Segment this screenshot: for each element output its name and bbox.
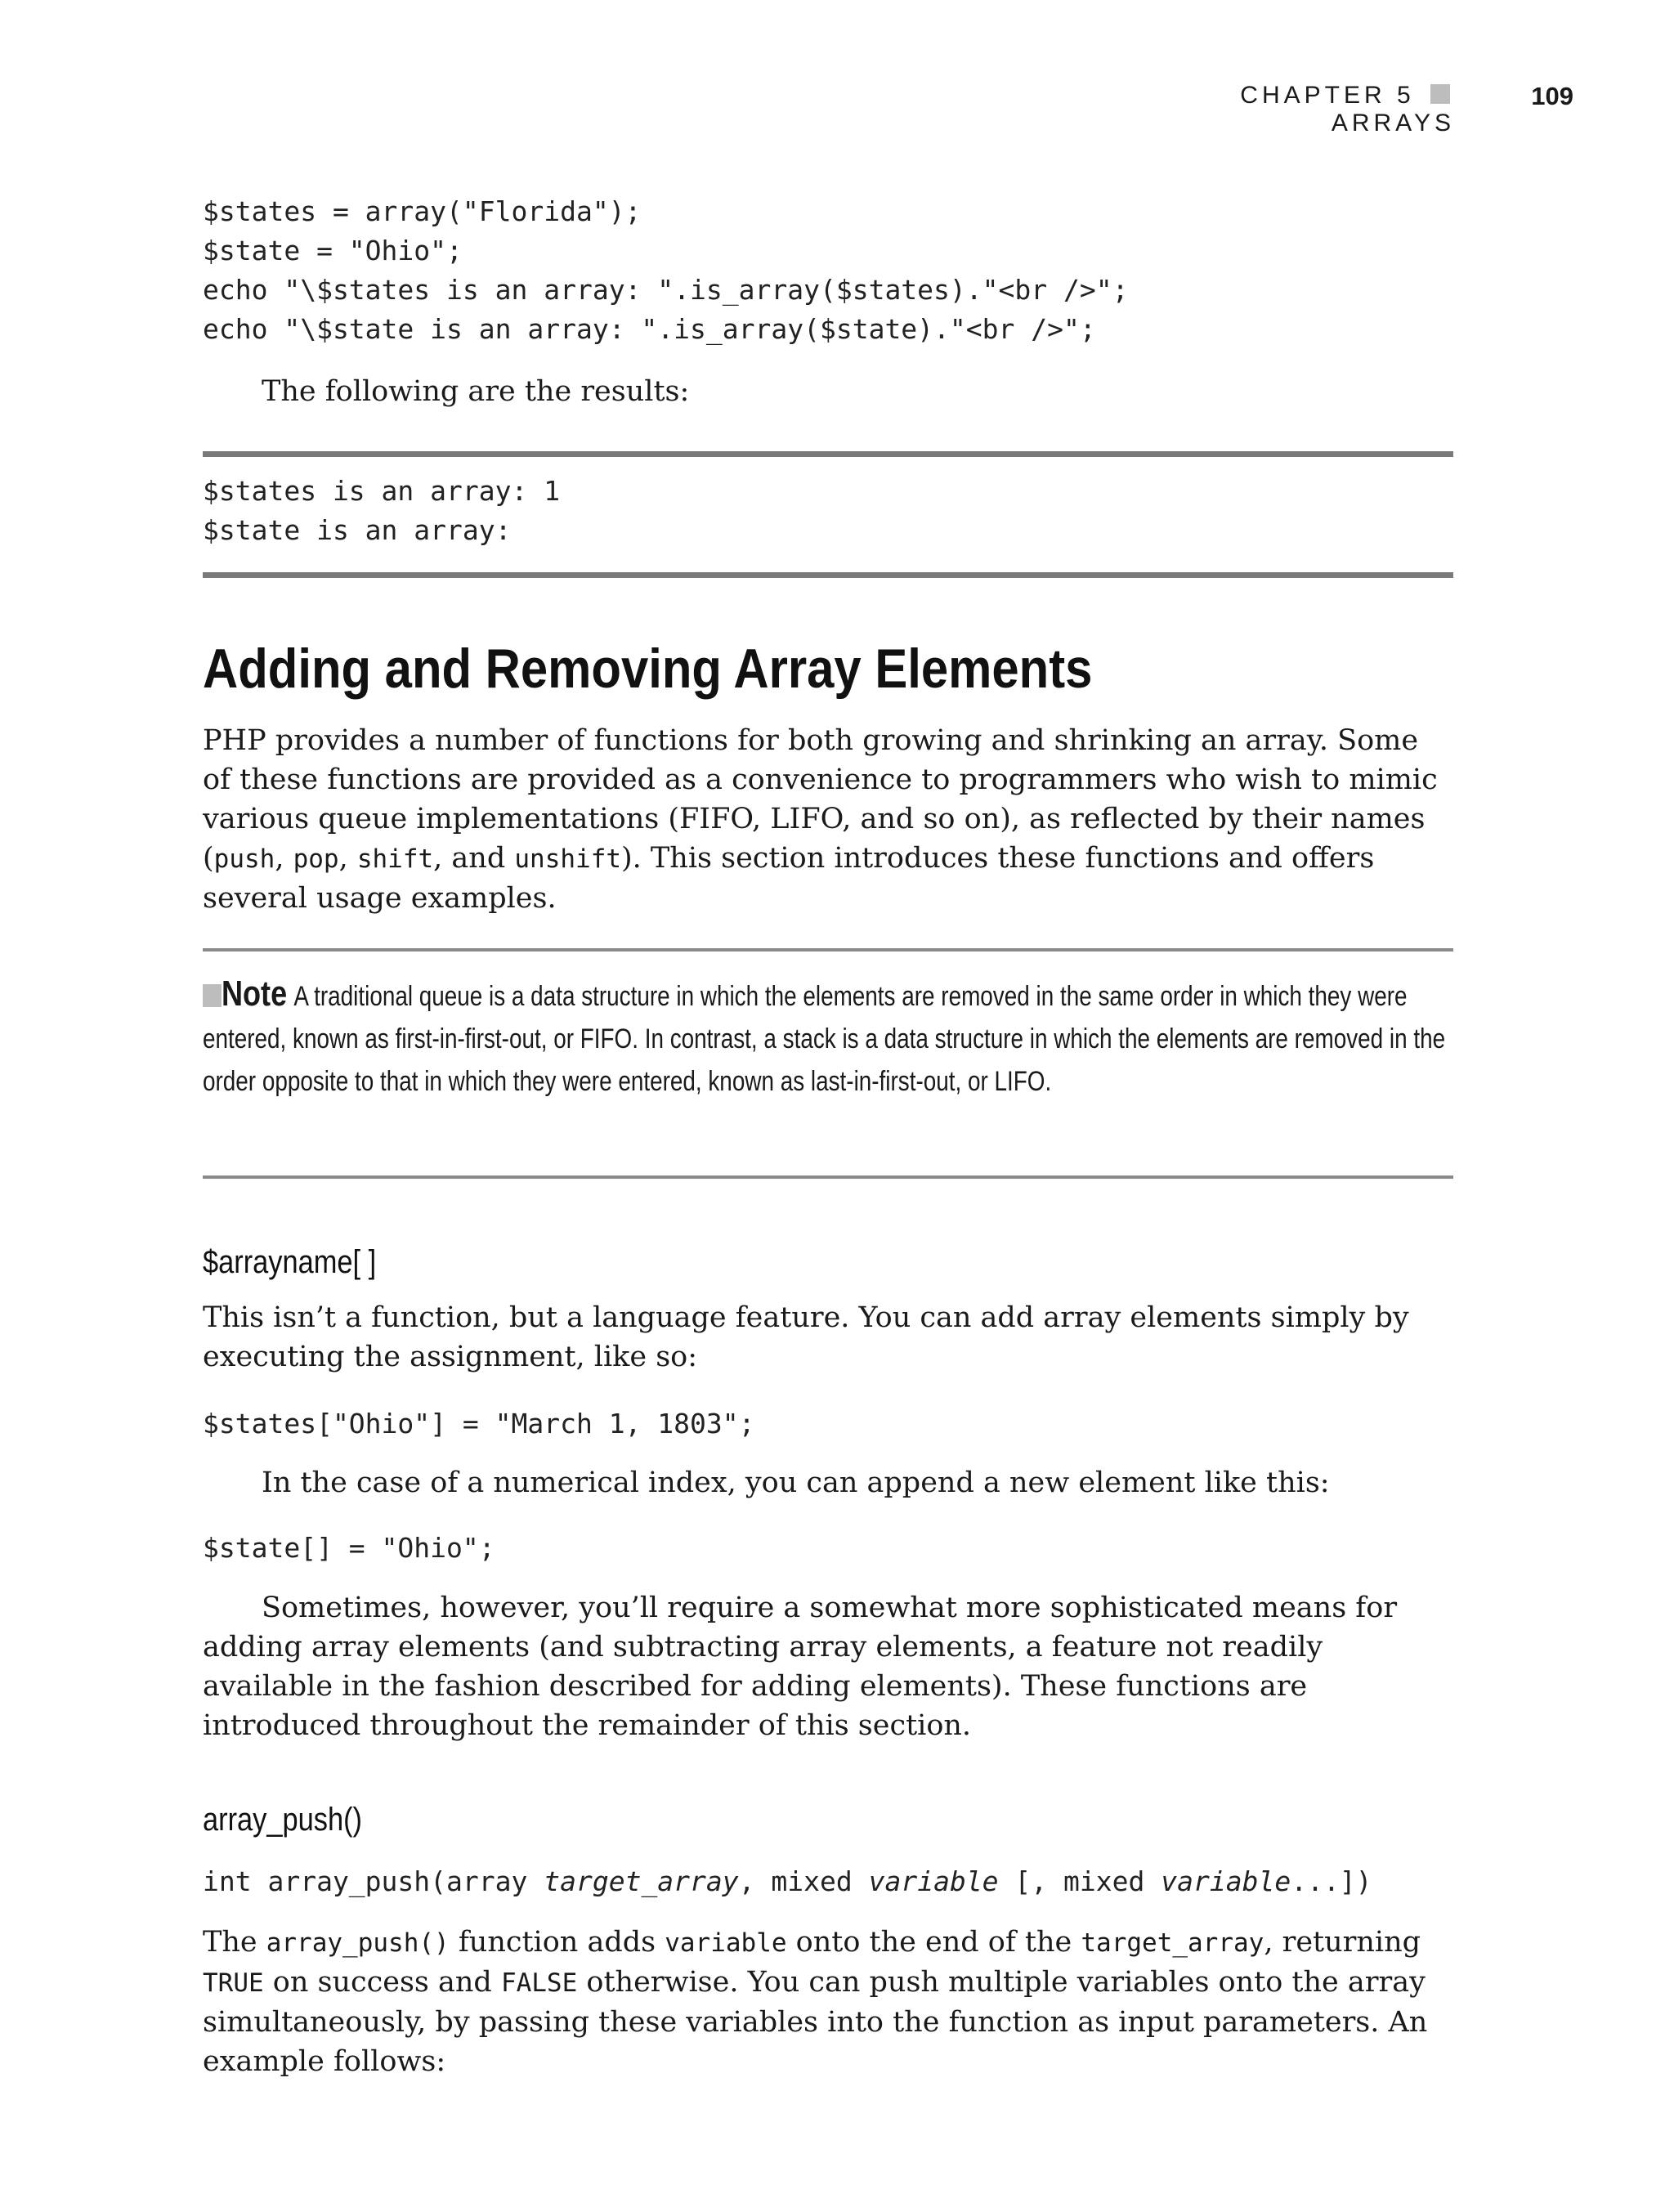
arrayname-paragraph-more: Sometimes, however, you’ll require a somewhat more sophisticated means for adding array elements (and subtracting array elements, a feature not readily available in the fashion described for adding elements). These functions are introduced throughout the remainder of this section. [203, 1592, 1398, 1742]
arrayname-code-append: $state[] = "Ohio"; [203, 1532, 495, 1564]
code-unshift: unshift [514, 844, 622, 874]
push-text: otherwise. You can push multiple variables onto the array simultaneously, by passing these variables into the function as input parameters. An example follows: [203, 1966, 1428, 2078]
intro-paragraph [203, 721, 1453, 918]
code-array-push: array_push() [266, 1928, 450, 1958]
note-bottom-rule [203, 1175, 1453, 1179]
code-push: push [213, 844, 275, 874]
note-top-rule [203, 948, 1453, 952]
section-heading: Adding and Removing Array Elements [203, 638, 1093, 700]
code-line: $states = array("Florida"); [203, 195, 642, 227]
code-shift: shift [356, 844, 434, 874]
signature-arg-variable: variable [868, 1865, 999, 1897]
arrayname-paragraph-numeric: In the case of a numerical index, you can append a new element like this: [262, 1466, 1330, 1499]
signature-arg-target-array: target_array [544, 1865, 739, 1897]
code-variable: variable [665, 1928, 787, 1958]
arrayname-paragraph: This isn’t a function, but a language feature. You can add array elements simply by executing the assignment, like so: [203, 1301, 1409, 1373]
section-label: ARRAYS [1331, 110, 1455, 137]
push-text: onto the end of the [786, 1926, 1081, 1959]
push-text: on success and [263, 1966, 501, 1999]
output-block [203, 472, 1453, 550]
signature-text: , mixed [738, 1865, 869, 1897]
output-top-rule [203, 451, 1453, 457]
signature-text: [, mixed [998, 1865, 1162, 1897]
page-number: 109 [1531, 82, 1573, 110]
signature-text: int array_push(array [203, 1865, 544, 1897]
subsection-heading-array-push: array_push() [203, 1802, 363, 1838]
chapter-label: CHAPTER 5 [1240, 82, 1415, 109]
note-square-icon [203, 984, 222, 1007]
output-bottom-rule [203, 572, 1453, 578]
output-line: $states is an array: 1 [203, 475, 561, 507]
intro-sep: , [338, 842, 357, 875]
push-text: The [203, 1926, 266, 1959]
note-box [203, 973, 1452, 1103]
push-text: function adds [449, 1926, 665, 1959]
intro-sep: , and [433, 842, 515, 875]
code-target-array: target_array [1081, 1928, 1264, 1958]
intro-sep: , [275, 842, 293, 875]
code-true: TRUE [203, 1968, 264, 1998]
code-line: echo "\$states is an array: ".is_array($states)."<br />"; [203, 274, 1129, 306]
note-label: Note [221, 974, 288, 1014]
code-line: echo "\$state is an array: ".is_array($state)."<br />"; [203, 313, 1096, 345]
output-line: $state is an array: [203, 514, 512, 546]
push-text: , returning [1264, 1926, 1421, 1959]
results-intro: The following are the results: [262, 375, 690, 408]
square-bullet-icon [1430, 84, 1450, 104]
intro-text: ). This section introduces these functions and offers several usage examples. [203, 842, 1375, 915]
running-header [1161, 82, 1455, 137]
subsection-heading-arrayname: $arrayname[ ] [203, 1244, 377, 1280]
intro-text: PHP provides a number of functions for both growing and shrinking an array. Some of these functions are provided as a convenience to programmers who wish to mimic various queue implementations (FIFO, LIFO, and so on), as reflected by their names ( [203, 724, 1438, 875]
code-line: $state = "Ohio"; [203, 235, 463, 266]
note-text: A traditional queue is a data structure in which the elements are removed in the same order in which they were entered, known as first-in-first-out, or FIFO. In contrast, a stack is a data structure in which the elements are removed in the order opposite to that in which they were entered, known as last-in-first-out, or LIFO. [203, 981, 1446, 1097]
code-block-is-array [203, 192, 1453, 349]
arrayname-code-assoc: $states["Ohio"] = "March 1, 1803"; [203, 1408, 755, 1440]
signature-arg-variable-optional: variable [1161, 1865, 1291, 1897]
array-push-paragraph [203, 1923, 1453, 2081]
code-false: FALSE [500, 1968, 578, 1998]
signature-text: ...]) [1291, 1865, 1372, 1897]
array-push-signature [203, 1862, 1453, 1901]
code-pop: pop [293, 844, 339, 874]
